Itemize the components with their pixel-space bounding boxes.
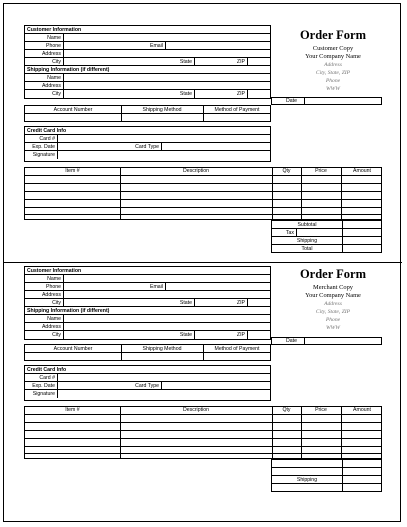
shipping-zip-label: ZIP bbox=[236, 332, 245, 338]
account-method-table bbox=[24, 105, 271, 122]
shipping-row[interactable] bbox=[272, 476, 381, 484]
city-label: City bbox=[52, 300, 61, 306]
account-method-values[interactable] bbox=[25, 353, 270, 361]
shipping-method-header: Shipping Method bbox=[142, 346, 182, 352]
price-header: Price bbox=[315, 407, 327, 413]
address-row[interactable] bbox=[25, 291, 270, 299]
shipping-row[interactable] bbox=[272, 237, 381, 245]
subtotal-row[interactable] bbox=[272, 221, 381, 229]
account-number-header: Account Number bbox=[53, 107, 93, 113]
shipping-name-row[interactable] bbox=[25, 74, 270, 82]
shipping-label: Shipping bbox=[296, 238, 318, 244]
item-number-header: Item # bbox=[65, 168, 80, 174]
email-label: Email bbox=[150, 43, 163, 49]
subtotal-row[interactable] bbox=[272, 460, 381, 468]
items-table-header bbox=[25, 168, 381, 176]
card-number-row[interactable] bbox=[25, 374, 270, 382]
order-form-page bbox=[3, 3, 401, 522]
email-label: Email bbox=[150, 284, 163, 290]
company-web: WWW bbox=[326, 86, 340, 92]
company-address: Address bbox=[324, 301, 342, 307]
shipping-city-label: City bbox=[52, 91, 61, 97]
city-label: City bbox=[52, 59, 61, 65]
signature-label: Signature bbox=[32, 391, 55, 397]
date-field[interactable] bbox=[271, 97, 382, 105]
signature-label: Signature bbox=[32, 152, 55, 158]
credit-card-heading: Credit Card Info bbox=[25, 366, 270, 374]
customer-info-section bbox=[24, 266, 271, 340]
company-city-state-zip: City, State, ZIP bbox=[315, 70, 351, 76]
exp-date-label: Exp. Date bbox=[32, 144, 55, 150]
shipping-name-row[interactable] bbox=[25, 315, 270, 323]
shipping-name-label: Name bbox=[47, 75, 61, 81]
zip-label: ZIP bbox=[236, 300, 245, 306]
merchant-copy-form bbox=[4, 266, 402, 524]
item-number-header: Item # bbox=[65, 407, 80, 413]
tax-label: Tax bbox=[285, 230, 294, 236]
method-of-payment-header: Method of Payment bbox=[214, 346, 260, 352]
name-row[interactable] bbox=[25, 34, 270, 42]
qty-header: Qty bbox=[282, 407, 291, 413]
company-city-state-zip: City, State, ZIP bbox=[315, 309, 351, 315]
city-state-zip-row[interactable] bbox=[25, 58, 270, 66]
name-label: Name bbox=[47, 276, 61, 282]
shipping-zip-label: ZIP bbox=[236, 91, 245, 97]
shipping-city-state-zip-row[interactable] bbox=[25, 90, 270, 98]
exp-date-label: Exp. Date bbox=[32, 383, 55, 389]
totals-section bbox=[271, 459, 382, 492]
exp-date-row[interactable] bbox=[25, 143, 270, 151]
signature-row[interactable] bbox=[25, 390, 270, 398]
exp-date-row[interactable] bbox=[25, 382, 270, 390]
zip-label: ZIP bbox=[236, 59, 245, 65]
phone-email-row[interactable] bbox=[25, 283, 270, 291]
phone-label: Phone bbox=[45, 43, 61, 49]
customer-info-heading: Customer Information bbox=[25, 26, 270, 34]
shipping-label: Shipping bbox=[296, 477, 318, 483]
total-label: Total bbox=[301, 246, 313, 252]
date-label: Date bbox=[286, 98, 297, 104]
price-header: Price bbox=[315, 168, 327, 174]
account-number-header: Account Number bbox=[53, 346, 93, 352]
shipping-info-heading: Shipping Information (if different) bbox=[25, 307, 270, 315]
copy-label: Customer Copy bbox=[312, 45, 354, 52]
city-state-zip-row[interactable] bbox=[25, 299, 270, 307]
account-method-values[interactable] bbox=[25, 114, 270, 122]
state-label: State bbox=[179, 59, 192, 65]
items-table-header bbox=[25, 407, 381, 415]
company-phone: Phone bbox=[325, 317, 341, 323]
shipping-address-label: Address bbox=[41, 324, 61, 330]
description-header: Description bbox=[183, 168, 209, 174]
copy-divider bbox=[4, 262, 402, 263]
items-table bbox=[24, 406, 382, 459]
description-header: Description bbox=[183, 407, 209, 413]
shipping-address-row[interactable] bbox=[25, 82, 270, 90]
company-address: Address bbox=[324, 62, 342, 68]
company-phone: Phone bbox=[325, 78, 341, 84]
amount-header: Amount bbox=[353, 407, 371, 413]
total-row[interactable] bbox=[272, 245, 381, 253]
method-of-payment-header: Method of Payment bbox=[214, 107, 260, 113]
card-number-label: Card # bbox=[39, 375, 55, 381]
order-form-title: Order Form bbox=[299, 28, 367, 42]
signature-row[interactable] bbox=[25, 151, 270, 159]
company-web: WWW bbox=[326, 325, 340, 331]
phone-email-row[interactable] bbox=[25, 42, 270, 50]
address-label: Address bbox=[41, 51, 61, 57]
company-name: Your Company Name bbox=[305, 292, 361, 299]
card-type-label: Card Type bbox=[135, 144, 159, 150]
shipping-name-label: Name bbox=[47, 316, 61, 322]
date-field[interactable] bbox=[271, 337, 382, 345]
account-method-header bbox=[25, 106, 270, 114]
total-row[interactable] bbox=[272, 484, 381, 492]
shipping-state-label: State bbox=[179, 332, 192, 338]
date-label: Date bbox=[286, 338, 297, 344]
address-row[interactable] bbox=[25, 50, 270, 58]
card-type-label: Card Type bbox=[135, 383, 159, 389]
totals-section bbox=[271, 220, 382, 253]
address-label: Address bbox=[41, 292, 61, 298]
name-label: Name bbox=[47, 35, 61, 41]
shipping-city-state-zip-row[interactable] bbox=[25, 331, 270, 339]
copy-label: Merchant Copy bbox=[313, 284, 353, 291]
phone-label: Phone bbox=[45, 284, 61, 290]
credit-card-section bbox=[24, 365, 271, 401]
shipping-method-header: Shipping Method bbox=[142, 107, 182, 113]
credit-card-heading: Credit Card Info bbox=[25, 127, 270, 135]
shipping-info-heading: Shipping Information (if different) bbox=[25, 66, 270, 74]
state-label: State bbox=[179, 300, 192, 306]
customer-info-section bbox=[24, 25, 271, 99]
shipping-city-label: City bbox=[52, 332, 61, 338]
customer-info-heading: Customer Information bbox=[25, 267, 270, 275]
shipping-state-label: State bbox=[179, 91, 192, 97]
card-number-label: Card # bbox=[39, 136, 55, 142]
shipping-address-label: Address bbox=[41, 83, 61, 89]
company-name: Your Company Name bbox=[305, 53, 361, 60]
card-number-row[interactable] bbox=[25, 135, 270, 143]
shipping-address-row[interactable] bbox=[25, 323, 270, 331]
subtotal-label: Subtotal bbox=[297, 222, 317, 228]
account-method-table bbox=[24, 344, 271, 361]
tax-row[interactable] bbox=[272, 468, 381, 476]
qty-header: Qty bbox=[282, 168, 291, 174]
items-table bbox=[24, 167, 382, 220]
name-row[interactable] bbox=[25, 275, 270, 283]
customer-copy-form bbox=[4, 4, 402, 262]
order-form-title: Order Form bbox=[299, 267, 367, 281]
tax-row[interactable] bbox=[272, 229, 381, 237]
credit-card-section bbox=[24, 126, 271, 162]
account-method-header bbox=[25, 345, 270, 353]
amount-header: Amount bbox=[353, 168, 371, 174]
